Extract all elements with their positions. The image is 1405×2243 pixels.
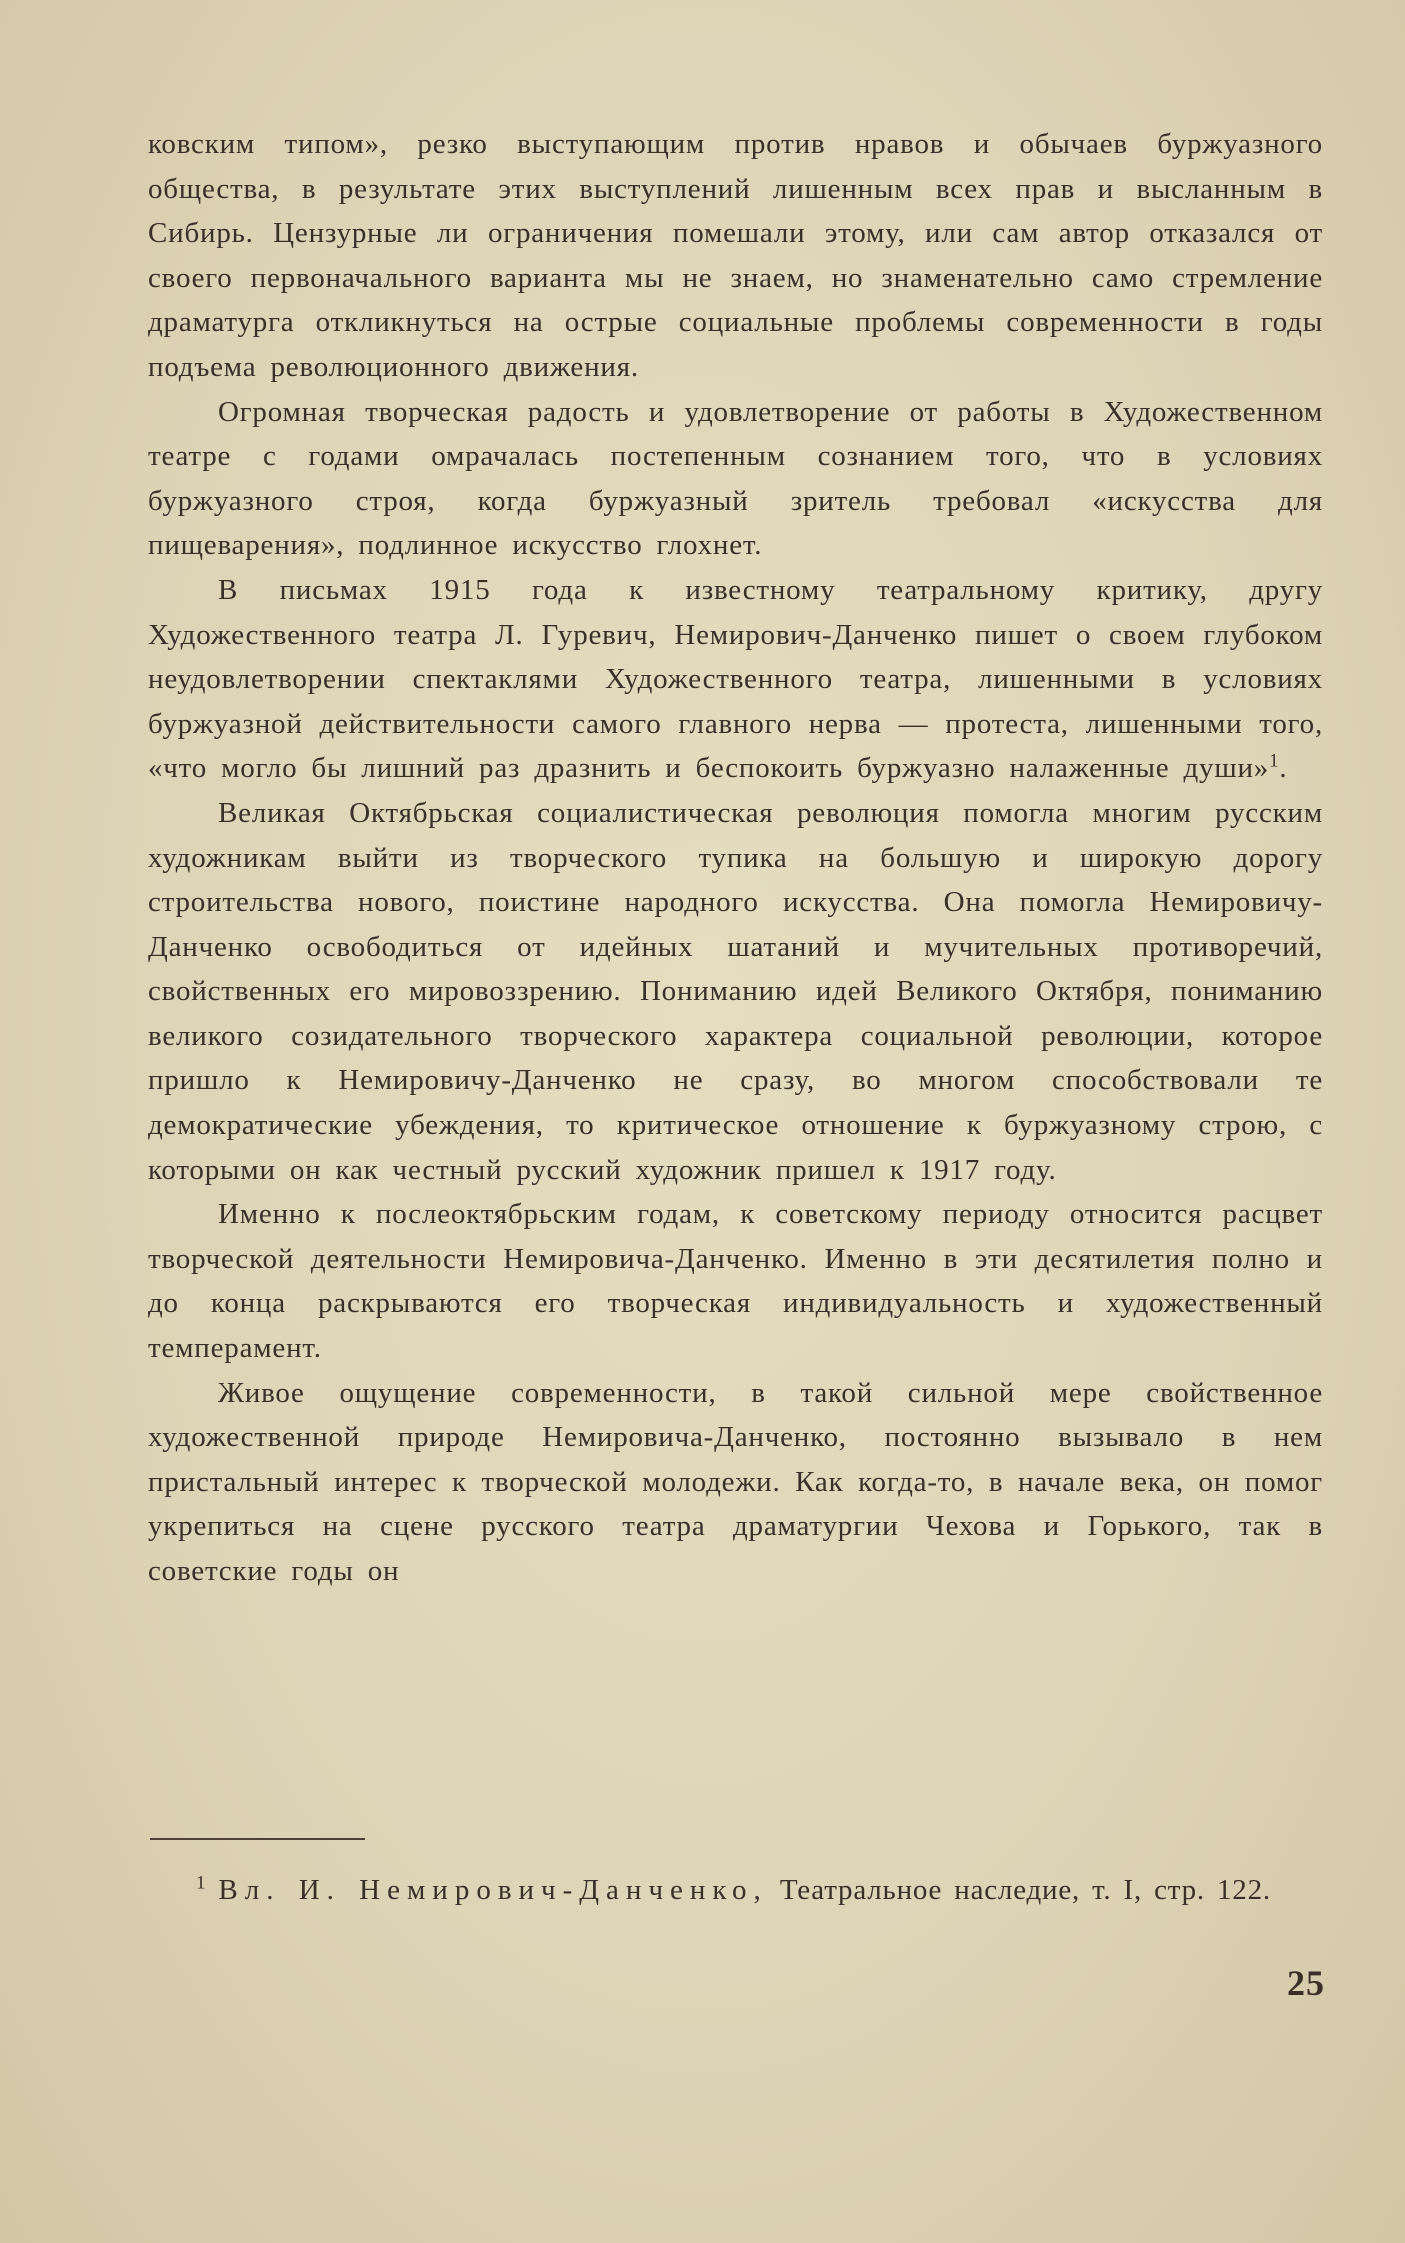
footnote-source: Театральное наследие, т. I, стр. 122.	[779, 1874, 1271, 1906]
footnote-reference: 1	[1269, 750, 1280, 772]
main-text	[148, 122, 1323, 1594]
footnote	[148, 1868, 1323, 1912]
paragraph-4: Великая Октябрьская социалистическая революция помогла многим русским художникам выйти из творческого тупика на большую и широкую дорогу строительства нового, поистине народного искусства. Она помогла Немировичу-Данченко освободиться от идейных шатаний и мучительных противоречий, свойственных его мировоззрению. Пониманию идей Великого Октября, пониманию великого созидательного творческого характера социальной революции, которое пришло к Немировичу-Данченко не сразу, во многом способствовали те демократические убеждения, то критическое отношение к буржуазному строю, с которыми он как честный русский художник пришел к 1917 году.	[148, 796, 1323, 1186]
footnote-author: Вл. И. Немирович-Данченко,	[218, 1874, 768, 1906]
paragraph-1: ковским типом», резко выступающим против нравов и обычаев буржуазного общества, в результате этих выступлений лишенным всех прав и высланным в Сибирь. Цензурные ли ограничения помешали этому, или сам автор отказался от своего первоначального варианта мы не знаем, но знаменательно само стремление драматурга откликнуться на острые социальные проблемы современности в годы подъема революционного движения.	[148, 128, 1323, 383]
paragraph-3: В письмах 1915 года к известному театральному критику, другу Художественного театра Л. Гуревич, Немирович-Данченко пишет о своем глубоком неудовлетворении спектаклями Художественного театра, лишенными в условиях буржуазной действительности самого главного нерва — протеста, лишенными того, «что могло бы лишний раз дразнить и беспокоить буржуазно налаженные души»$^1$.	[148, 573, 1323, 785]
footnote-marker: 1	[196, 1872, 207, 1894]
paragraph-3-text: В письмах 1915 года к известному театральному критику, другу Художественного театра Л. Гуревич, Немирович-Данченко пишет о своем глубоком неудовлетворении спектаклями Художественного театра, лишенными в условиях буржуазной действительности самого главного нерва — протеста, лишенными того, «что могло бы лишний раз дразнить и беспокоить буржуазно налаженные души»	[148, 573, 1323, 785]
paragraph-2: Огромная творческая радость и удовлетворение от работы в Художественном театре с годами омрачалась постепенным сознанием того, что в условиях буржуазного строя, когда буржуазный зритель требовал «искусства для пищеварения», подлинное искусство глохнет.	[148, 395, 1323, 562]
paragraph-5: Именно к послеоктябрьским годам, к советскому периоду относится расцвет творческой деятельности Немировича-Данченко. Именно в эти десятилетия полно и до конца раскрываются его творческая индивидуальность и художественный темперамент.	[148, 1198, 1323, 1365]
paragraph-6: Живое ощущение современности, в такой сильной мере свойственное художественной природе Немировича-Данченко, постоянно вызывало в нем пристальный интерес к творческой молодежи. Как когда-то, в начале века, он помог укрепиться на сцене русского театра драматургии Чехова и Горького, так в советские годы он	[148, 1376, 1323, 1587]
page-number: 25	[1287, 1963, 1325, 2003]
footnote-divider	[150, 1838, 365, 1840]
